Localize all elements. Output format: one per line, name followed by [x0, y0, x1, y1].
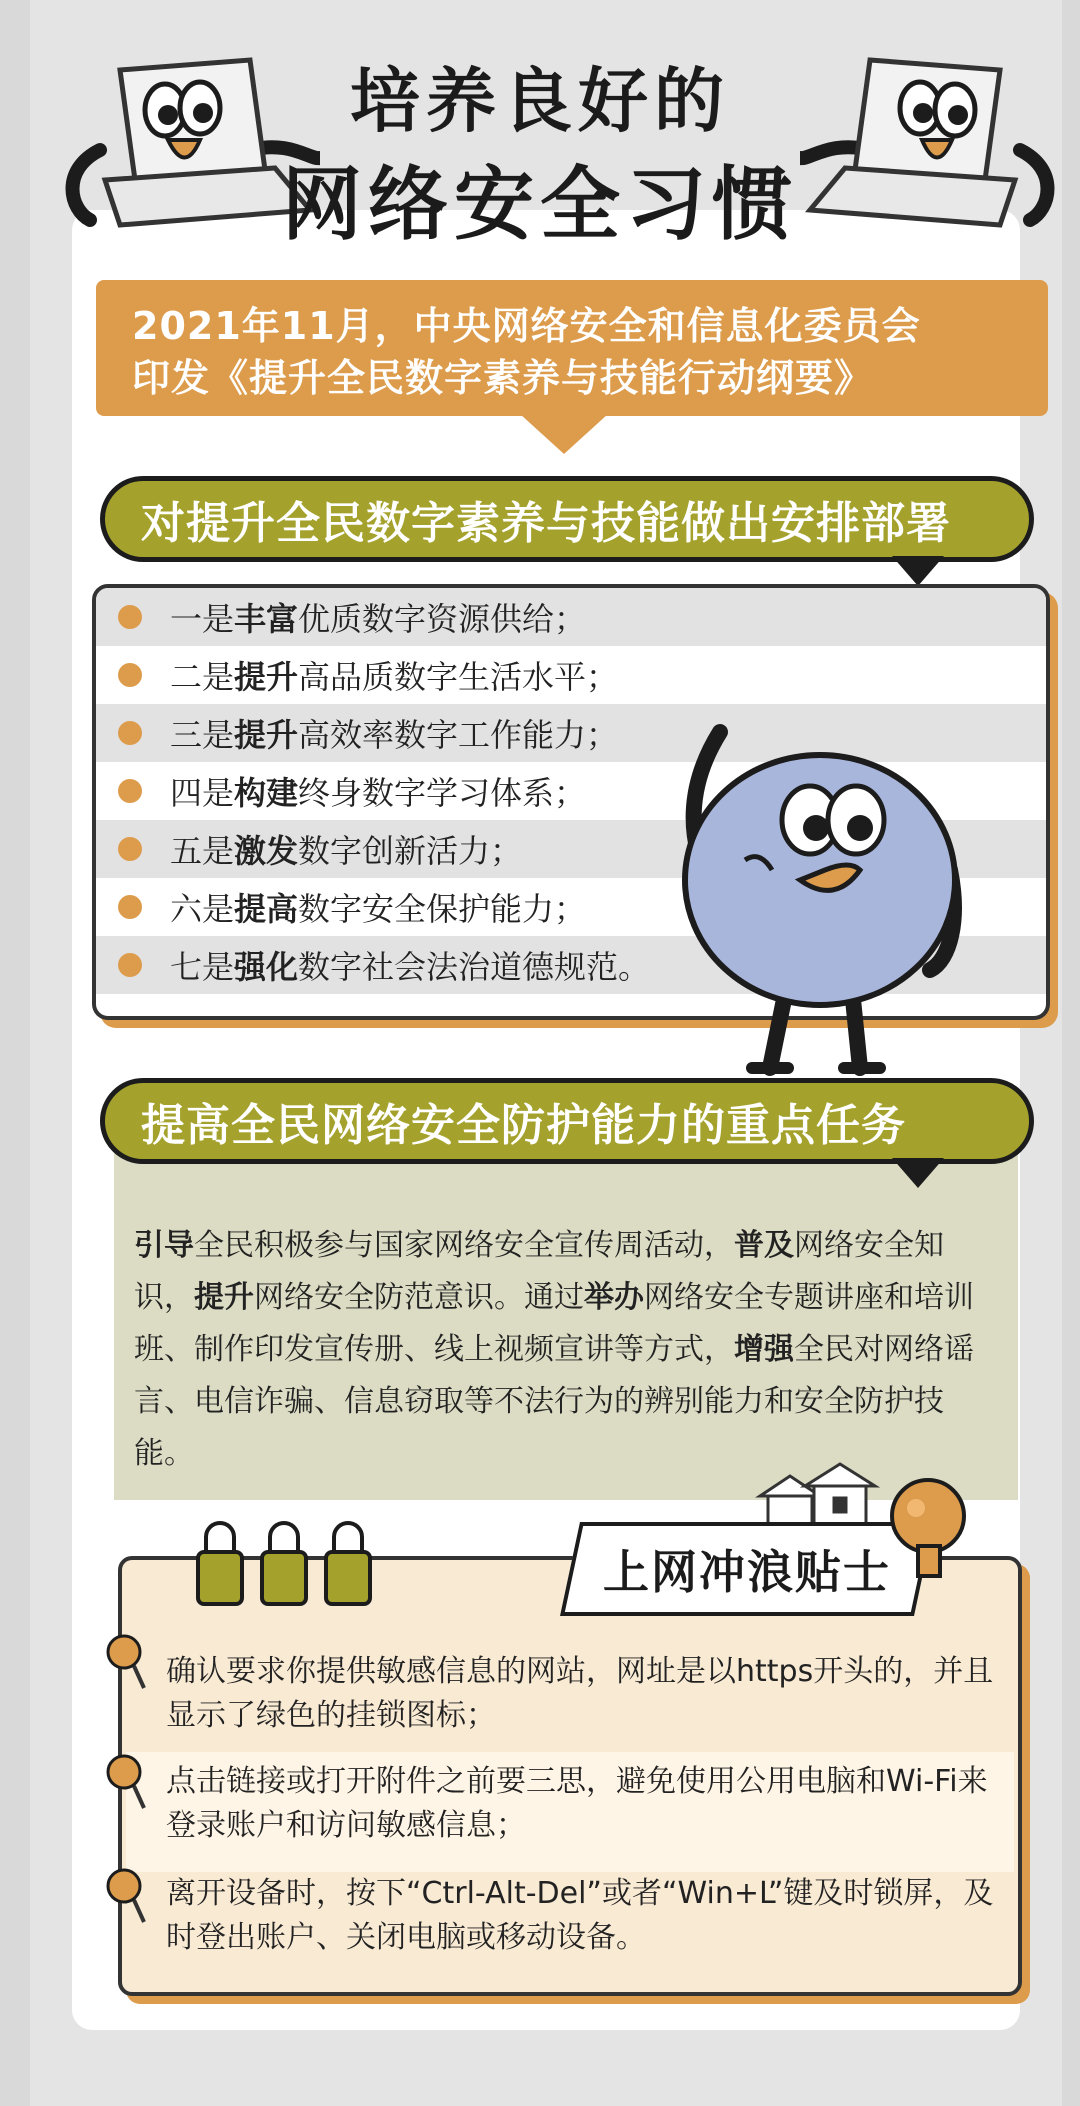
list-item: 一是丰富优质数字资源供给；: [96, 588, 1046, 646]
page-title-line1: 培养良好的: [350, 60, 730, 142]
list-item: 七是强化数字社会法治道德规范。: [96, 936, 1046, 994]
bullet-dot-icon: [118, 605, 142, 629]
bullet-dot-icon: [118, 663, 142, 687]
blob-mascot-icon: [660, 720, 1000, 1080]
mushroom-pin-icon: [880, 1476, 980, 1586]
list-item: 四是构建终身数字学习体系；: [96, 762, 1046, 820]
bullet-dot-icon: [118, 721, 142, 745]
section2-banner-tail: [892, 1158, 944, 1188]
page-title-line2: 网络安全习惯: [282, 158, 798, 251]
section1-banner-tail: [892, 556, 944, 586]
padlock-icon: [196, 1512, 396, 1612]
announcement-box: [96, 280, 1048, 416]
section1-banner: [100, 476, 1034, 562]
list-item: 六是提高数字安全保护能力；: [96, 878, 1046, 936]
section2-banner: [100, 1078, 1034, 1164]
section2-paragraph: 引导全民积极参与国家网络安全宣传周活动，普及网络安全知识，提升网络安全防范意识。通过举办网络安全专题讲座和培训班、制作印发宣传册、线上视频宣讲等方式，增强全民对网络谣言、电信诈骗、信息窃取等不法行为的辨别能力和安全防护技能。: [134, 1228, 974, 1471]
section2-task-box: [114, 1120, 1018, 1500]
tip-item: 离开设备时，按下“Ctrl-Alt-Del”或者“Win+L”键及时锁屏，及时登出账户、关闭电脑或移动设备。: [166, 1876, 994, 1955]
list-item: 三是提升高效率数字工作能力；: [96, 704, 1046, 762]
tips-title-box: [560, 1522, 934, 1616]
section2-banner-text: 提高全民网络安全防护能力的重点任务: [141, 1100, 906, 1151]
bullet-dot-icon: [118, 779, 142, 803]
list-item: 五是激发数字创新活力；: [96, 820, 1046, 878]
tip-item: 点击链接或打开附件之前要三思，避免使用公用电脑和Wi-Fi来登录账户和访问敏感信息；: [166, 1764, 988, 1843]
list-item: 二是提升高品质数字生活水平；: [96, 646, 1046, 704]
bullet-dot-icon: [118, 953, 142, 977]
right-edge-stripe: [1062, 0, 1080, 2106]
left-edge-stripe: [0, 0, 30, 2106]
bullet-dot-icon: [118, 895, 142, 919]
tips-title: 上网冲浪贴士: [603, 1545, 891, 1599]
section1-banner-text: 对提升全民数字素养与技能做出安排部署: [141, 498, 951, 549]
announcement-line2: 印发《提升全民数字素养与技能行动纲要》: [132, 356, 874, 400]
announcement-line1: 2021年11月，中央网络安全和信息化委员会: [132, 304, 921, 348]
bullet-dot-icon: [118, 837, 142, 861]
house-icon: [750, 1456, 880, 1526]
tip-item: 确认要求你提供敏感信息的网站，网址是以https开头的，并且显示了绿色的挂锁图标；: [166, 1654, 994, 1733]
announcement-arrow: [520, 414, 608, 454]
